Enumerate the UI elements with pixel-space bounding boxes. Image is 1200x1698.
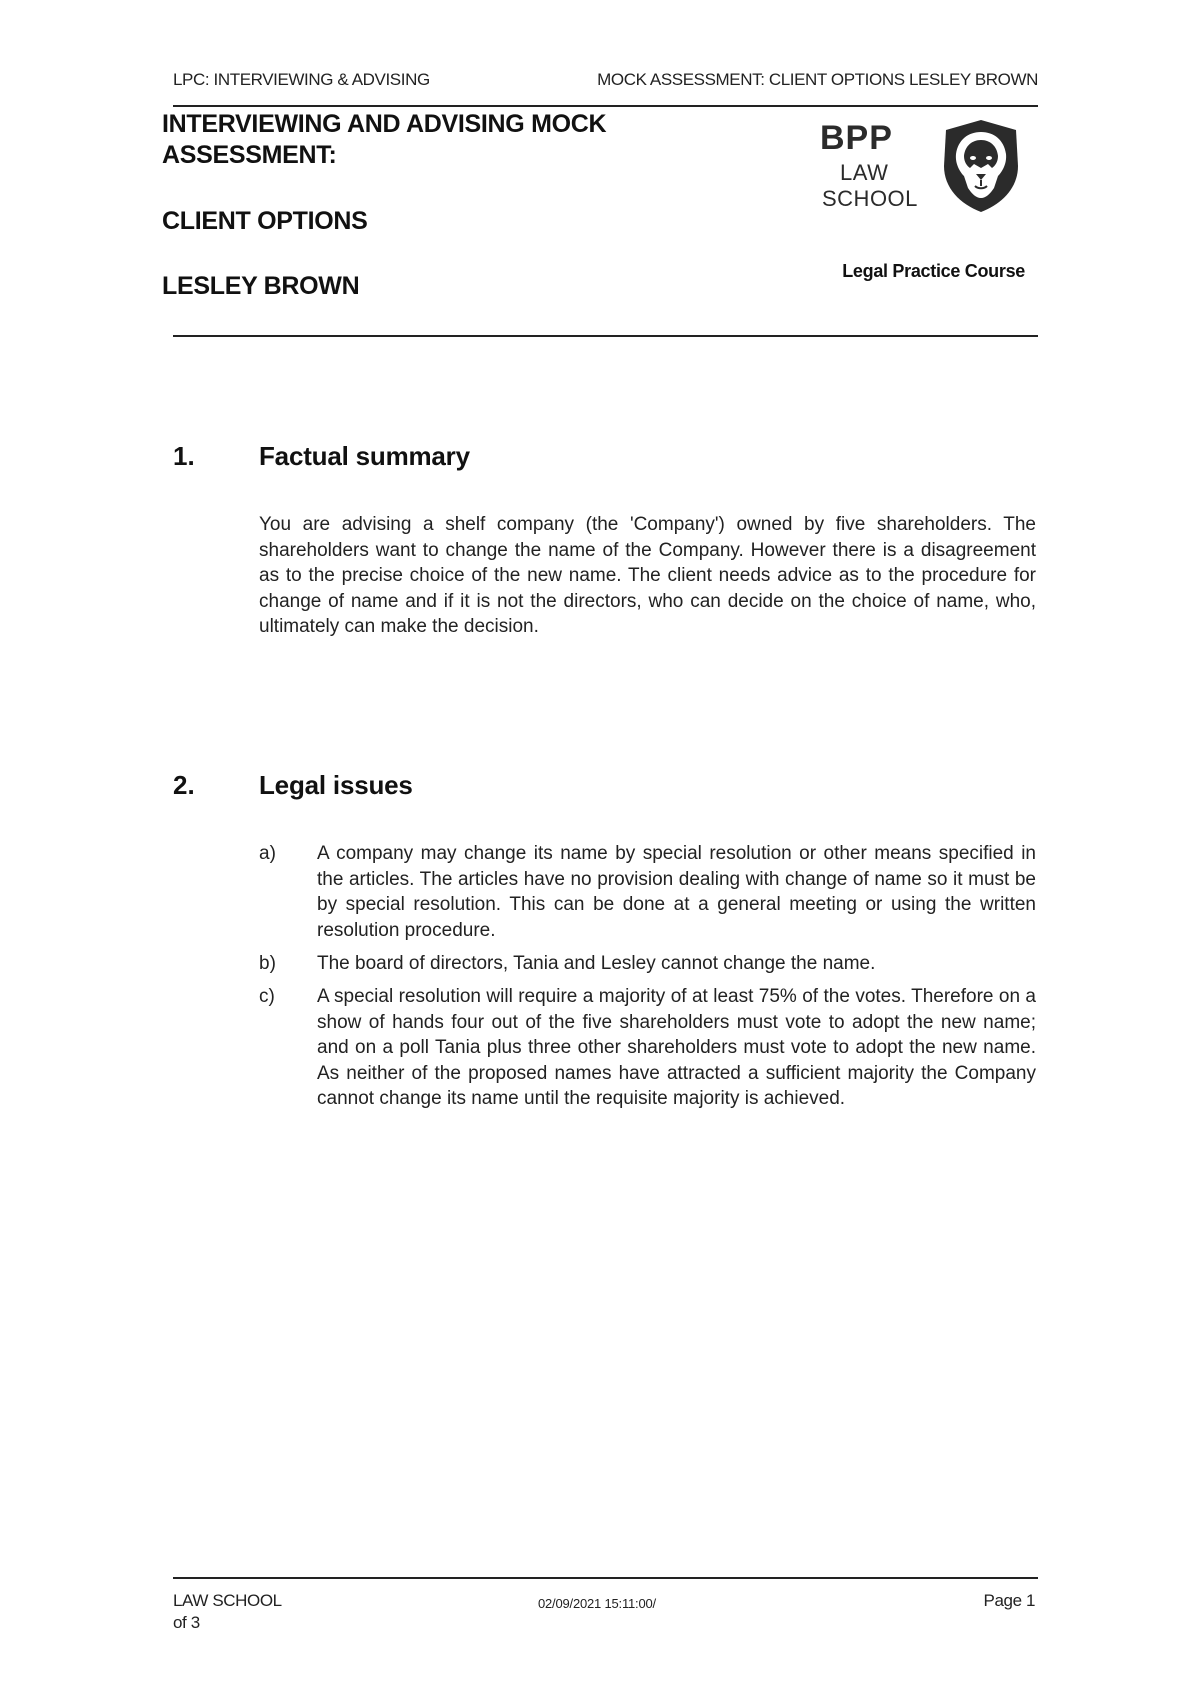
item-a-label: a) [259,843,276,864]
header-rule [173,105,1038,107]
bpp-law-school-logo [820,118,1025,218]
title-line-4: LESLEY BROWN [162,272,360,300]
section-1-number: 1. [173,441,195,471]
logo-word-school: SCHOOL [822,186,918,211]
footer-rule [173,1577,1038,1579]
item-b-label: b) [259,953,276,974]
section-1-body: You are advising a shelf company (the 'Company') owned by five shareholders. The shareholders want to change the name of the Company. However there is a disagreement as to the precise choice of the new name. The client needs advice as to the procedure for change of name and if it is not the directors, who can decide on the choice of name, who, ultimately can make the decision. [259,514,1036,637]
item-c-text: A special resolution will require a majority of at least 75% of the votes. Therefore on a show of hands four out of the five shareholders must vote to adopt the new name; and on a poll Tania plus three other shareholders must vote to adopt the new name. As neither of the proposed names have attracted a sufficient majority the Company cannot change its name until the requisite majority is achieved. [317,986,1036,1109]
title-line-1: INTERVIEWING AND ADVISING MOCK [162,110,607,138]
section-1-title: Factual summary [259,441,470,471]
lion-shield-icon [940,118,1022,214]
title-rule [173,335,1038,337]
running-header-left: LPC: INTERVIEWING & ADVISING [173,70,430,89]
section-2-number: 2. [173,770,195,800]
title-line-2: ASSESSMENT: [162,141,337,169]
footer-left-line-1: LAW SCHOOL [173,1591,282,1610]
item-c-label: c) [259,986,275,1007]
title-line-3: CLIENT OPTIONS [162,207,368,235]
logo-word-law: LAW [840,160,889,185]
logo-word-bpp: BPP [820,119,893,157]
footer-timestamp: 02/09/2021 15:11:00/ [538,1596,656,1611]
section-2-title: Legal issues [259,770,413,800]
item-b-text: The board of directors, Tania and Lesley cannot change the name. [317,953,876,974]
running-header-right: MOCK ASSESSMENT: CLIENT OPTIONS LESLEY BROWN [597,70,1038,89]
footer-page-number: Page 1 [983,1591,1035,1610]
item-a-text: A company may change its name by special resolution or other means specified in the articles. The articles have no provision dealing with change of name so it must be by special resolution. This can be done at a general meeting or using the written resolution procedure. [317,843,1036,941]
footer-left-line-2: of 3 [173,1613,200,1632]
course-label: Legal Practice Course [842,261,1025,281]
